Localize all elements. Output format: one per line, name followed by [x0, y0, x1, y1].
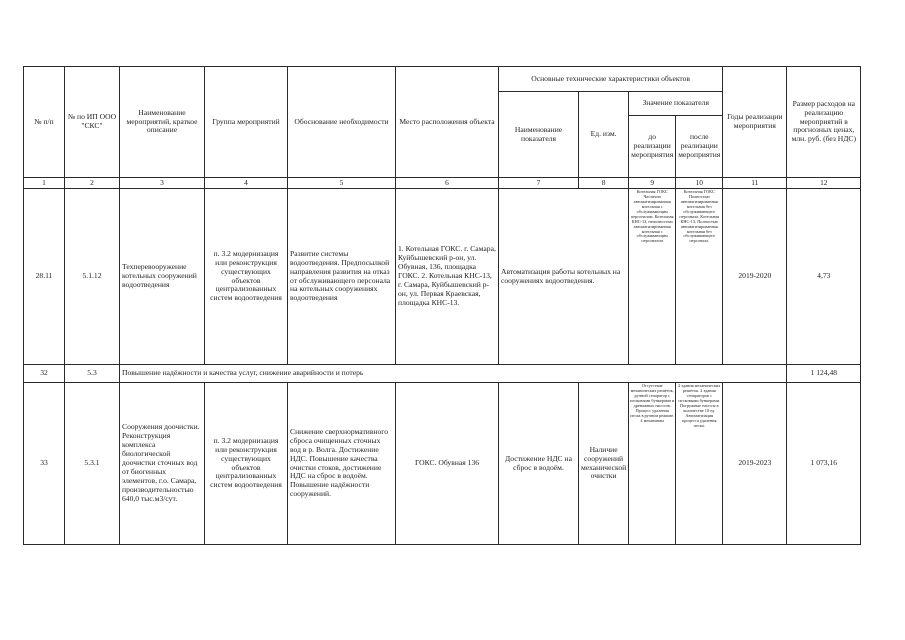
- header-cost: Размер расходов на реализацию мероприятий в прогнозных ценах, млн. руб. (без НДС): [787, 67, 861, 178]
- header-param-name: Наименование показателя: [499, 92, 579, 178]
- col-number: 8: [579, 178, 629, 189]
- row-reason: Снижение сверхнормативного сброса очищенных сточных вод в р. Волга. Достижение НДС. Повышение качества очистки стоков, достижение НДС на сброс в водоём. Повышение надёжности сооружений.: [288, 383, 396, 545]
- col-number: 6: [396, 178, 499, 189]
- row-name: Техперевооружение котельных сооружений водоотведения: [120, 189, 205, 365]
- row-code: 5.3.1: [65, 383, 120, 545]
- header-group: Группа мероприятий: [205, 67, 288, 178]
- row-param: Автоматизация работы котельных на сооружениях водоотведения.: [499, 189, 629, 365]
- investment-program-table: [23, 66, 861, 545]
- table-row: [24, 383, 861, 545]
- row-number: 32: [24, 365, 65, 383]
- col-number: 11: [723, 178, 787, 189]
- col-number: 5: [288, 178, 396, 189]
- header-characteristics: Основные технические характеристики объектов: [499, 67, 723, 92]
- header-value: Значение показателя: [629, 92, 723, 116]
- row-number: 33: [24, 383, 65, 545]
- row-number: 28.11: [24, 189, 65, 365]
- row-years: 2019-2023: [723, 383, 787, 545]
- col-number: 2: [65, 178, 120, 189]
- header-place: Место расположения объекта: [396, 67, 499, 178]
- row-cost: 1 073,16: [787, 383, 861, 545]
- row-unit: Наличие сооружений механической очистки: [579, 383, 629, 545]
- row-reason: Развитие системы водоотведения. Предпосылкой направления развития на отказ от обслуживающего персонала на котельных сооружениях водоотведения: [288, 189, 396, 365]
- header-num: № п/п: [24, 67, 65, 178]
- col-number: 7: [499, 178, 579, 189]
- col-number: 1: [24, 178, 65, 189]
- row-param: Достижение НДС на сброс в водоём.: [499, 383, 579, 545]
- col-number: 3: [120, 178, 205, 189]
- header-reason: Обоснование необходимости: [288, 67, 396, 178]
- section-row: [24, 365, 861, 383]
- table-row: [24, 189, 861, 365]
- row-group: п. 3.2 модернизация или реконструкция существующих объектов централизованных систем водоотведения: [205, 383, 288, 545]
- row-code: 5.3: [65, 365, 120, 383]
- header-unit: Ед. изм.: [579, 92, 629, 178]
- row-years: 2019-2020: [723, 189, 787, 365]
- header-before: до реализации мероприятия: [629, 116, 676, 178]
- header-years: Годы реализации мероприятия: [723, 67, 787, 178]
- row-after: Котельная ГОКС Полностью автоматизированная котельная без обслуживающего персонала. Котельная КНС-13, Полностью автоматизированная котельная без обслуживающего персонала.: [676, 189, 723, 365]
- section-title: Повышение надёжности и качества услуг, снижение аварийности и потерь: [120, 365, 787, 383]
- col-number: 10: [676, 178, 723, 189]
- row-place: 1. Котельная ГОКС. г. Самара, Куйбышевский р-он, ул. Обувная, 136, площадка ГОКС. 2. Котельная КНС-13, г. Самара, Куйбышевский р-он, ул. Первая Краевская, площадка КНС-13.: [396, 189, 499, 365]
- col-number: 12: [787, 178, 861, 189]
- row-name: Сооружения доочистки. Реконструкция комплекса биологической доочистки сточных вод от биогенных элементов, г.о. Самара, производительностью 640,0 тыс.м3/сут.: [120, 383, 205, 545]
- row-after: 2 здания механических решёток. 2 здания сепараторов с песковыми бункерами. Погружные насосы в количестве 10 ед. Автоматизация процесса удаления песка.: [676, 383, 723, 545]
- row-before: Котельная ГОКС Частично автоматизированная котельная с обслуживающим персоналом. Котельная КНС-13, неполностью автоматизированная котельная с обслуживающим персоналом: [629, 189, 676, 365]
- header-name: Наименование мероприятий, краткое описание: [120, 67, 205, 178]
- row-cost: 1 124,48: [787, 365, 861, 383]
- col-number: 9: [629, 178, 676, 189]
- row-code: 5.1.12: [65, 189, 120, 365]
- header-ip-num: № по ИП ООО "СКС": [65, 67, 120, 178]
- row-cost: 4,73: [787, 189, 861, 365]
- row-group: п. 3.2 модернизация или реконструкция существующих объектов централизованных систем водоотведения: [205, 189, 288, 365]
- row-before: Отсутствие механических решёток, ручной сепаратор с песковыми бункерами и дренажных насосов. Процесс удаления песка в ручном режиме. 4 механизмы: [629, 383, 676, 545]
- col-number: 4: [205, 178, 288, 189]
- row-place: ГОКС. Обувная 136: [396, 383, 499, 545]
- header-after: после реализации мероприятия: [676, 116, 723, 178]
